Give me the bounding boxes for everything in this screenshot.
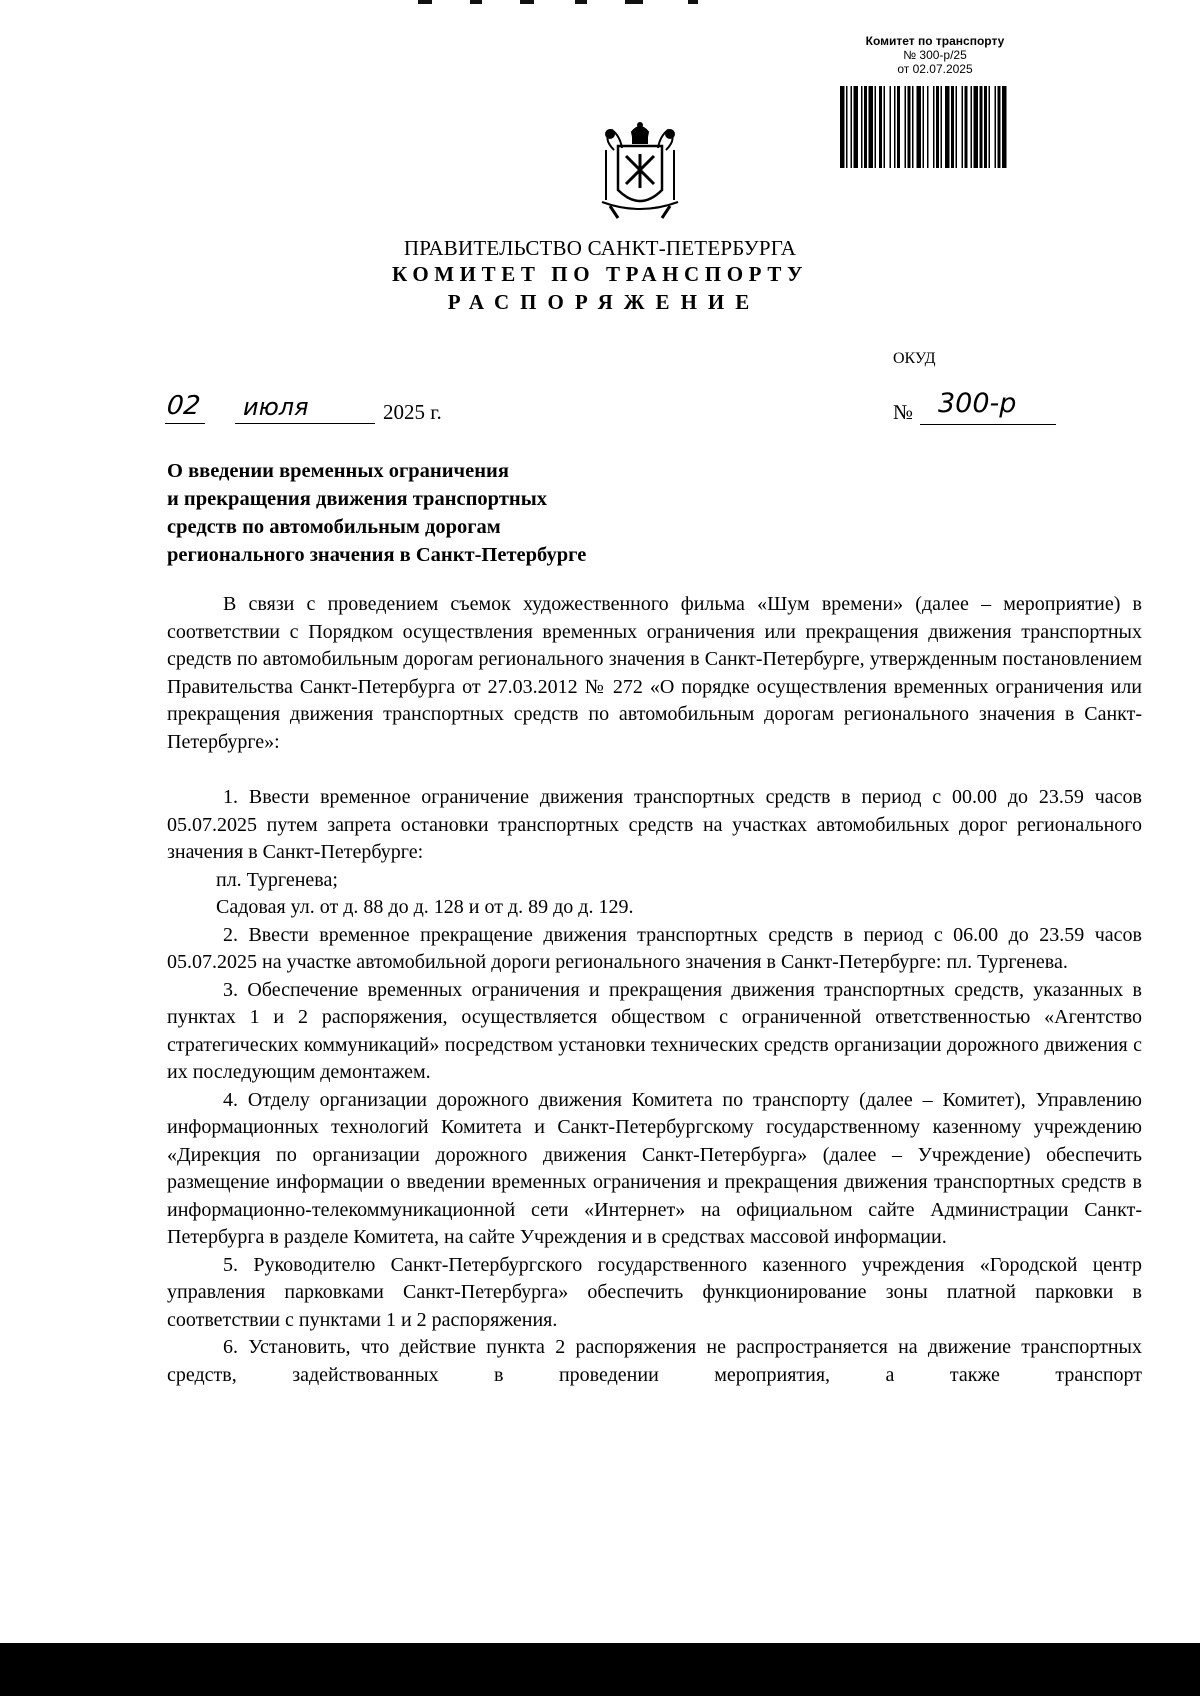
barcode-bar — [1002, 86, 1007, 168]
barcode-bar — [851, 86, 853, 168]
paragraph-1-item: пл. Тургенева; — [216, 868, 338, 891]
barcode-bar — [989, 86, 991, 168]
scan-artifact — [688, 0, 698, 4]
barcode-bar — [965, 86, 968, 168]
barcode-bar — [897, 86, 900, 168]
barcode-bar — [894, 86, 896, 168]
date-underline-gap — [205, 422, 235, 425]
date-month-handwritten: июля — [243, 393, 309, 421]
title-line: средств по автомобильным дорогам — [167, 516, 501, 538]
number-underline — [920, 424, 1056, 425]
paragraph-2: 2. Ввести временное прекращение движения транспортных средств в период с 06.00 до 23.59 часов 05.07.2025 на участке автомобильной дороги регионального значения в Санкт-Петербурге: пл. Тургенева. — [167, 923, 1142, 973]
paragraph-6: 6. Установить, что действие пункта 2 распоряжения не распространяется на движение транспортных средств, задействованных в проведении мероприятия, а также транспорт — [167, 1336, 1142, 1386]
barcode-bar — [927, 86, 929, 168]
title-line: О введении временных ограничения — [167, 460, 509, 482]
paragraph-1: 1. Ввести временное ограничение движения транспортных средств в период с 00.00 до 23.59 часов 05.07.2025 путем запрета остановки транспортных средств на участках автомобильных дорог регионального значения в Санкт-Петербурге: — [167, 786, 1142, 863]
barcode-bar — [941, 86, 943, 168]
barcode-bar — [864, 86, 867, 168]
barcode-bar — [933, 86, 935, 168]
date-day-handwritten: 02 — [165, 391, 202, 421]
barcode-bar — [945, 86, 950, 168]
scan-artifact — [575, 0, 587, 4]
barcode-bar — [951, 86, 954, 168]
stamp-date: от 02.07.2025 — [897, 62, 973, 76]
barcode-bar — [912, 86, 914, 168]
barcode-bar — [980, 86, 983, 168]
paragraph-5: 5. Руководителю Санкт-Петербургского государственного казенного учреждения «Городской центр управления парковками Санкт-Петербурга» обеспечить функционирование зоны платной парковки в соответствии с пунктами 1 и 2 распоряжения. — [167, 1253, 1142, 1331]
registration-stamp — [835, 34, 1035, 76]
date-underline — [165, 423, 375, 424]
document-title — [167, 457, 586, 569]
barcode-bar — [840, 86, 845, 168]
paragraph-4: 4. Отделу организации дорожного движения Комитета по транспорту (далее – Комитет), Управлению информационных технологий Комитета и Санкт-Петербургскому государственному казенному учреждению «Дирекция по организации дорожного движения Санкт-Петербурга» (далее – Учреждение) обеспечить размещение информации о введении временных ограничения и прекращения движения транспортных средств в информационно-телекоммуникационной сети «Интернет» на официальном сайте Администрации Санкт-Петербурга в разделе Комитета, на сайте Учреждения и в средствах массовой информации. — [167, 1088, 1142, 1248]
title-line: и прекращения движения транспортных — [167, 488, 547, 510]
date-year: 2025 г. — [383, 400, 442, 424]
okud-label: ОКУД — [893, 350, 936, 367]
barcode-bar — [974, 86, 979, 168]
paragraph-3: 3. Обеспечение временных ограничения и прекращения движения транспортных средств, указанных в пунктах 1 и 2 распоряжения, осуществляется обществом с ограниченной ответственностью «Агентство стратегических коммуникаций» посредством установки технических средств организации дорожного движения с их последующим демонтажем. — [167, 978, 1142, 1083]
document-type-heading: РАСПОРЯЖЕНИЕ — [447, 290, 761, 314]
government-heading: ПРАВИТЕЛЬСТВО САНКТ-ПЕТЕРБУРГА — [403, 236, 797, 260]
barcode-bar — [869, 86, 874, 168]
barcode-bar — [936, 86, 939, 168]
barcode-bar — [890, 86, 892, 168]
barcode-bar — [971, 86, 973, 168]
scan-artifact — [520, 0, 534, 4]
barcode-bar — [846, 86, 848, 168]
committee-heading: КОМИТЕТ ПО ТРАНСПОРТУ — [392, 262, 808, 286]
number-sign: № — [893, 400, 914, 424]
barcode-icon — [840, 86, 1046, 168]
barcode-bar — [962, 86, 964, 168]
scan-bottom-bar — [0, 1643, 1200, 1696]
barcode-bar — [879, 86, 882, 168]
barcode-bar — [995, 86, 997, 168]
scan-artifact — [625, 0, 643, 4]
document-body — [167, 591, 1142, 1389]
barcode-bar — [861, 86, 863, 168]
barcode-bar — [884, 86, 886, 168]
barcode-bar — [956, 86, 958, 168]
preamble-paragraph: В связи с проведением съемок художественного фильма «Шум времени» (далее – мероприятие) в соответствии с Порядком осуществления временных ограничения или прекращения движения транспортных средств по автомобильным дорогам регионального значения в Санкт-Петербурге, утвержденным постановлением Правительства Санкт-Петербурга от 27.03.2012 № 272 «О порядке осуществления временных ограничения или прекращения движения транспортных средств по автомобильным дорогам регионального значения в Санкт-Петербурге»: — [167, 593, 1142, 753]
barcode-bar — [917, 86, 922, 168]
barcode-bar — [998, 86, 1001, 168]
stamp-org: Комитет по транспорту — [865, 34, 1005, 48]
barcode-bar — [908, 86, 911, 168]
paragraph-1-item: Садовая ул. от д. 88 до д. 128 и от д. 89 до д. 129. — [216, 896, 634, 918]
coat-of-arms-icon — [592, 120, 688, 226]
scan-artifact — [470, 0, 482, 4]
barcode-bar — [875, 86, 877, 168]
barcode-bar — [923, 86, 925, 168]
stamp-number: № 300-р/25 — [903, 48, 967, 62]
scan-artifact — [418, 0, 432, 4]
barcode-bar — [905, 86, 907, 168]
barcode-bar — [854, 86, 859, 168]
title-line: регионального значения в Санкт-Петербурге — [167, 544, 587, 566]
barcode-bar — [984, 86, 987, 168]
document-number-handwritten: 300-р — [938, 388, 1017, 419]
